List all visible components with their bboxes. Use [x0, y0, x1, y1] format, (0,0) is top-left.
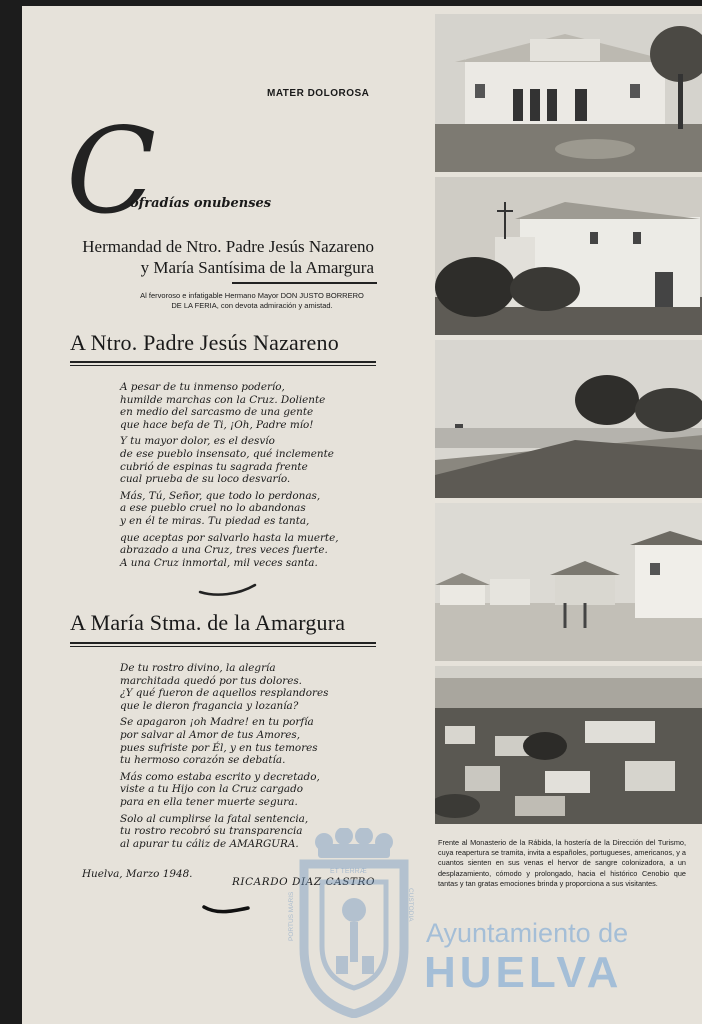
poem-1-rule-top [70, 361, 376, 363]
poem-line: cual prueba de su loco desvarío. [120, 473, 291, 486]
stanza [120, 490, 420, 528]
swash-ornament-icon [198, 582, 258, 598]
poem-line: Solo al cumplirse la fatal sentencia, [120, 812, 309, 825]
poem-line: y en él te miras. Tu piedad es tanta, [120, 514, 310, 527]
poem-line: cubrió de espinas tu sagrada frente [120, 460, 308, 473]
poem-line: por salvar al Amor de tus Amores, [120, 728, 301, 741]
poem-line: para en ella tener muerte segura. [120, 795, 298, 808]
poem-2-rule-top [70, 642, 376, 644]
seal-top-text: ET TERRÆ [330, 868, 367, 875]
poem-2-rule-bottom [70, 646, 376, 647]
poem-line: marchitada quedó por tus dolores. [120, 674, 302, 687]
decorative-initial: C [66, 102, 157, 240]
poem-2-title: A María Stma. de la Amargura [70, 610, 346, 635]
brotherhood-line-1: Hermandad de Ntro. Padre Jesús Nazareno [82, 237, 374, 256]
seal-left-text: PORTUS MARIS [288, 891, 295, 941]
poem-line: a ese pueblo cruel no lo abandonas [120, 502, 306, 515]
stanza [120, 771, 420, 809]
watermark-line-2: HUELVA [424, 948, 623, 997]
poem-line: De tu rostro divino, la alegría [120, 662, 276, 674]
poem-line: pues sufriste por Él, y en tus temores [120, 741, 318, 754]
place-date: Huelva, Marzo 1948. [82, 868, 193, 880]
poem-line: al apurar tu cáliz de AMARGURA. [120, 837, 299, 850]
dedication-line-1: Al fervoroso e infatigable Hermano Mayor DON JUSTO BORRERO [140, 291, 364, 300]
poem-line: Más como estaba escrito y decretado, [120, 770, 320, 783]
poem-line: en medio del sarcasmo de una gente [120, 406, 314, 419]
poem-1-body [120, 381, 420, 573]
stanza [120, 716, 420, 766]
poem-line: tu hermoso corazón se debatía. [120, 754, 286, 767]
brotherhood-name [68, 236, 374, 278]
poem-line: A una Cruz inmortal, mil veces santa. [120, 556, 318, 569]
brotherhood-line-2: y María Santísima de la Amargura [140, 258, 374, 277]
section-kicker: MATER DOLOROSA [267, 88, 370, 99]
dedication-line-2: DE LA FERIA, con devota admiración y amistad. [171, 301, 333, 310]
stanza [120, 381, 420, 431]
poem-2-body [120, 662, 420, 854]
poem-1-rule-bottom [70, 365, 376, 366]
poem-1-title: A Ntro. Padre Jesús Nazareno [70, 330, 339, 355]
poem-line: que le dieron fragancia y lozanía? [120, 699, 299, 712]
stanza [120, 662, 420, 712]
seal-right-text: CUSTODIA [407, 888, 414, 922]
huelva-seal-watermark-icon [288, 828, 420, 1018]
end-ornament-icon [202, 902, 250, 916]
watermark-line-1: Ayuntamiento de [426, 918, 629, 948]
magazine-page [22, 6, 702, 1024]
poem-line: que aceptas por salvarlo hasta la muerte, [120, 531, 339, 544]
poem-line: de ese pueblo insensato, qué inclemente [120, 447, 334, 460]
seaside-houses-photo [435, 503, 702, 661]
poem-line: Más, Tú, Señor, que todo lo perdonas, [120, 489, 321, 502]
dedication [122, 291, 382, 311]
photo-caption: Frente al Monasterio de la Rábida, la hostería de la Dirección del Turismo, cuya reapertura se tramita, invita a españoles, portugueses, americanos, y a cuantos sienten en sus venas el hervor de sangre colonizadora, a un desplazamiento, cómodo y prolongado, hacia el histórico Cenobio que tantas y tan gratas emociones brinda y proporciona a sus visitantes. [438, 838, 686, 888]
poem-line: A pesar de tu inmenso poderío, [120, 381, 285, 393]
poem-line: tu rostro recobró su transparencia [120, 825, 303, 838]
hostel-building-photo [435, 14, 702, 172]
poem-line: Y tu mayor dolor, es el desvío [120, 435, 275, 448]
riverside-promenade-photo [435, 340, 702, 498]
author-name: RICARDO DIAZ CASTRO [232, 876, 376, 888]
monastery-photo [435, 177, 702, 335]
stanza [120, 435, 420, 485]
article-subtitle: ofradías onubenses [130, 196, 272, 211]
poem-line: viste a tu Hijo con la Cruz cargado [120, 783, 303, 796]
poem-line: que hace befa de Ti, ¡Oh, Padre mío! [120, 418, 314, 431]
stanza [120, 532, 420, 570]
poem-line: Se apagaron ¡oh Madre! en tu porfía [120, 716, 314, 729]
poem-line: abrazado a una Cruz, tres veces fuerte. [120, 544, 328, 557]
header-rule [232, 282, 377, 284]
poem-line: humilde marchas con la Cruz. Doliente [120, 393, 326, 406]
city-aerial-photo [435, 666, 702, 824]
poem-line: ¿Y qué fueron de aquellos resplandores [120, 687, 329, 700]
